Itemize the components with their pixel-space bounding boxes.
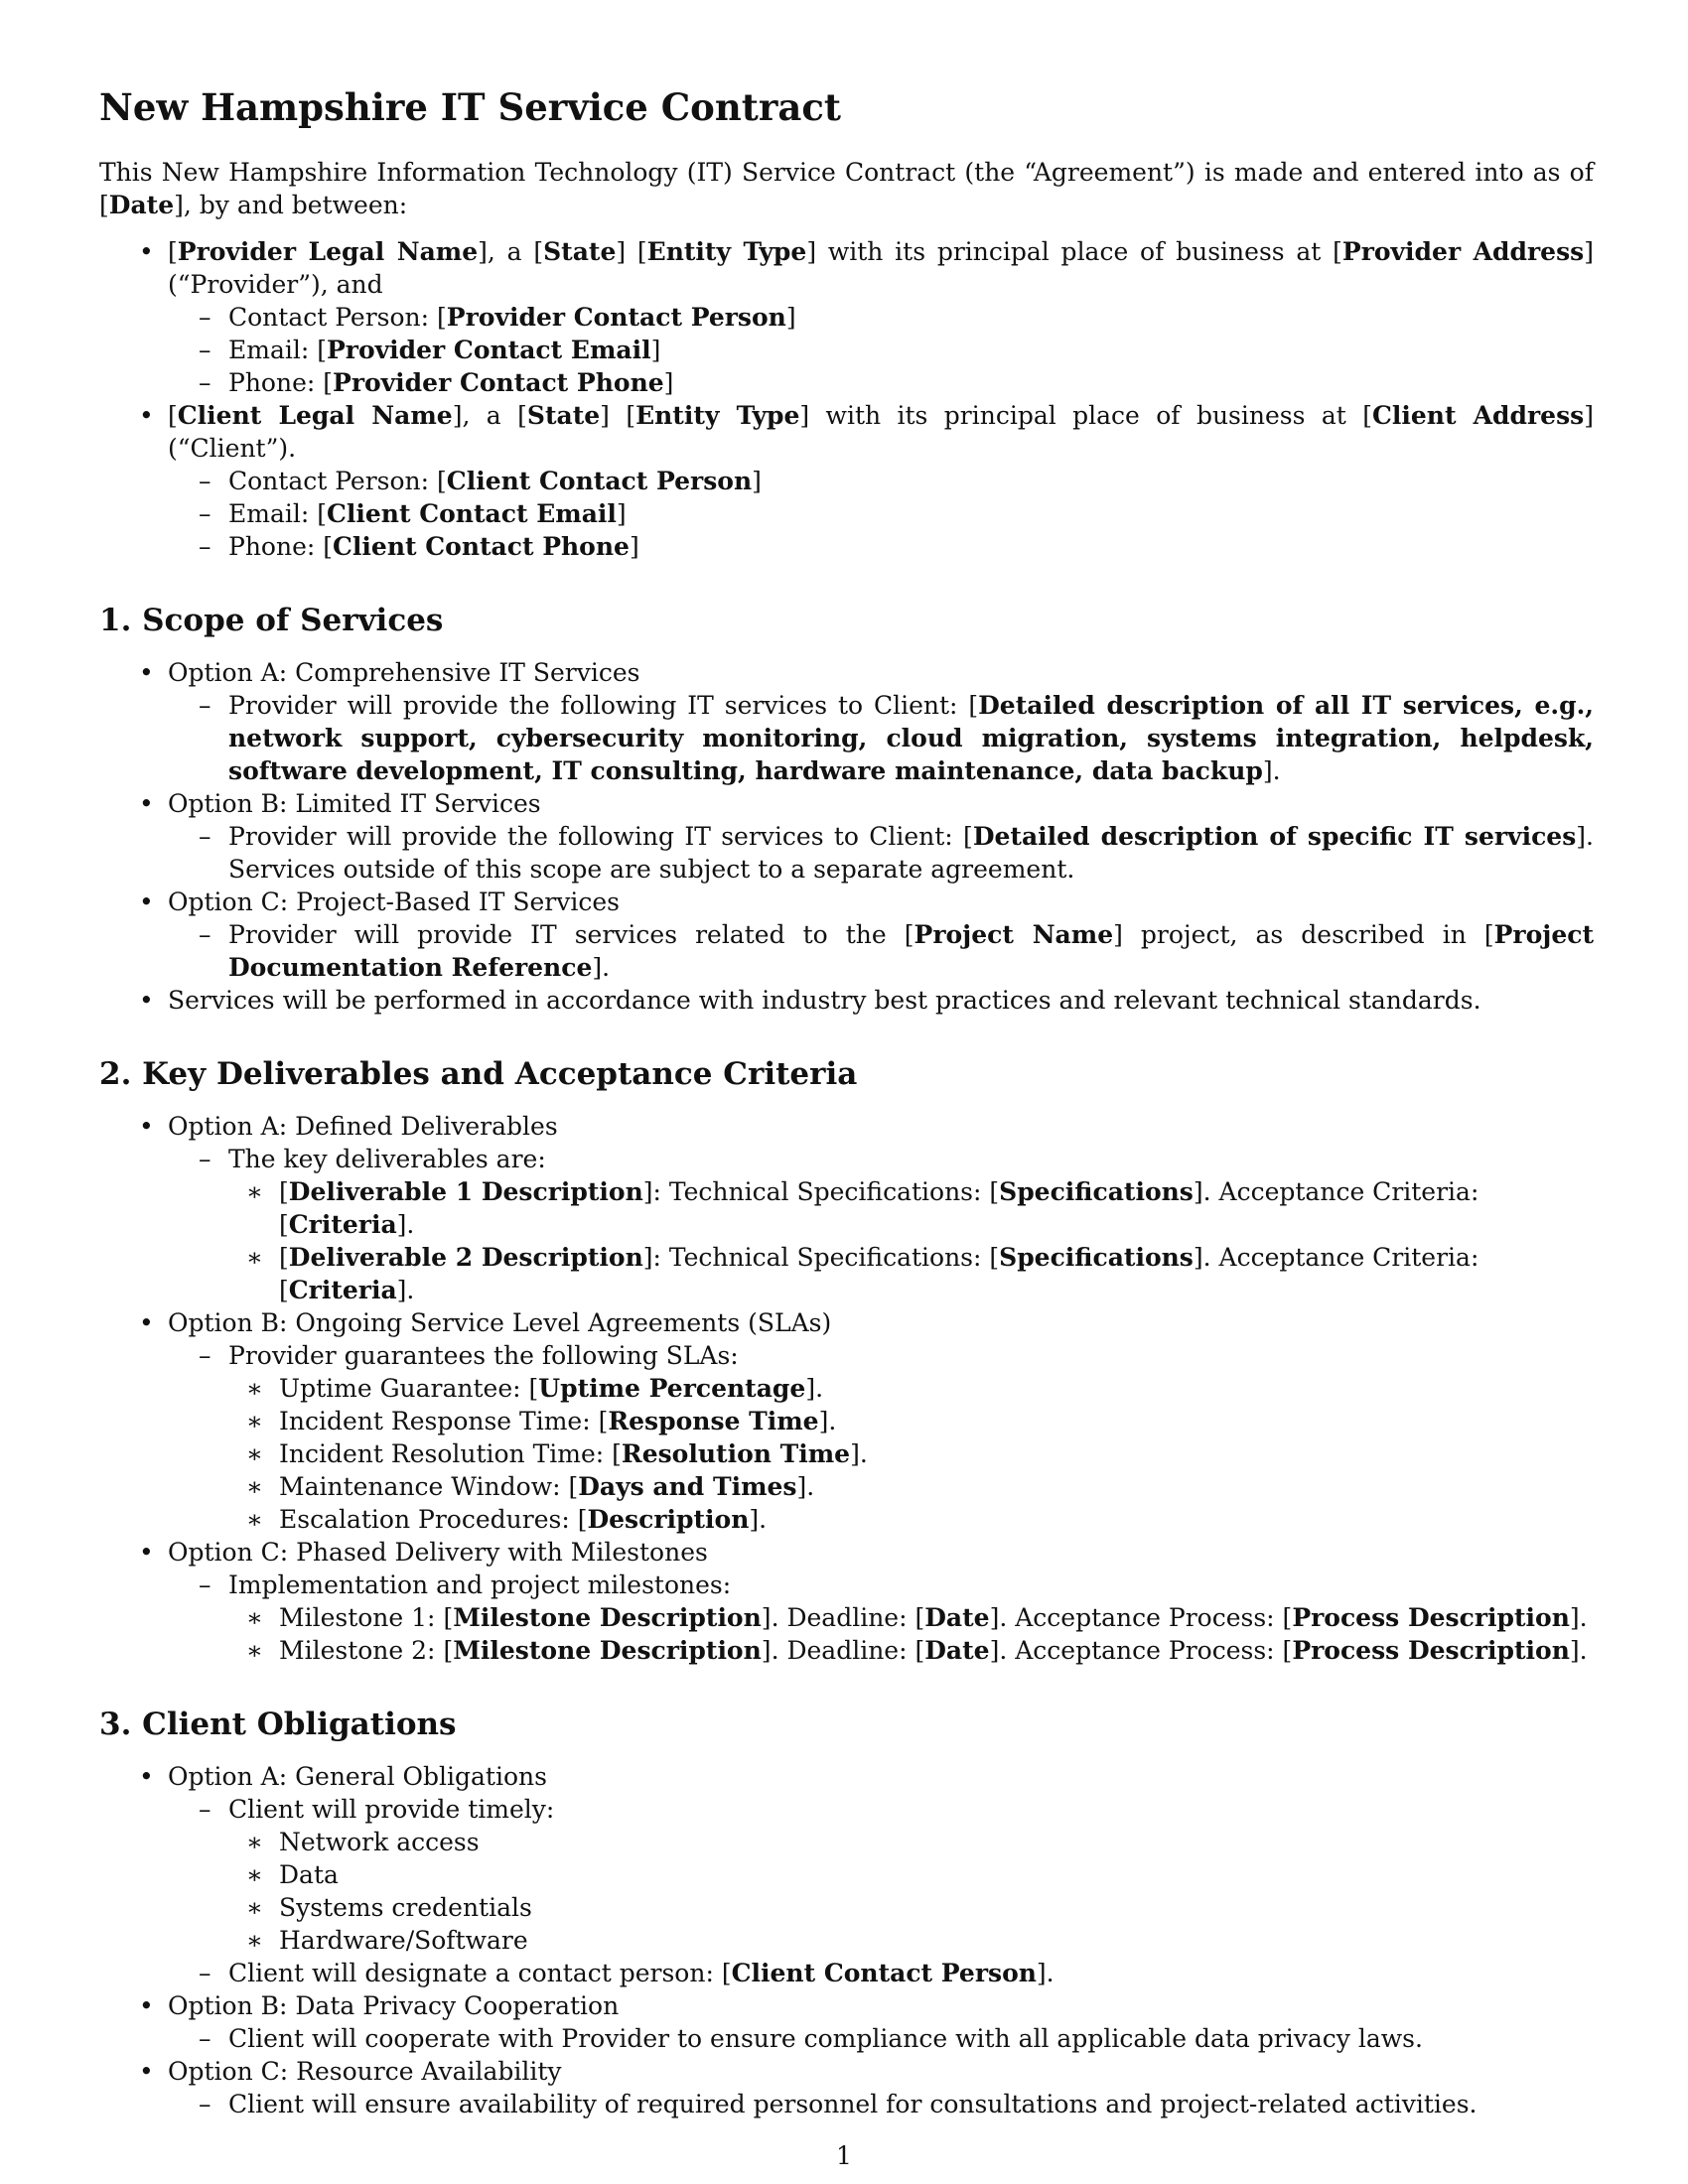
party-client: • [Client Legal Name], a [State] [Entity Type] with its principal place of business at [Client Address] (“Client”). – Contact Person: [Client Contact Person] – Email: [Client Contact Email] – Phone: [Client Contact Phone] [139, 401, 1595, 561]
s2-option-b-intro [168, 1339, 1594, 1536]
sla-item: ∗ Incident Resolution Time: [Resolution Time]. [246, 1439, 868, 1468]
label: . Acceptance Process: [999, 1603, 1283, 1632]
label: Contact Person: [228, 467, 438, 495]
value: Days and Times [578, 1472, 797, 1501]
text: Client will provide timely: [228, 1795, 555, 1824]
bold-text: Project Documentation Reference [228, 920, 1594, 982]
bullet-icon: • [139, 1112, 154, 1141]
asterisk-icon: ∗ [246, 1439, 263, 1468]
client-name: Client Legal Name [177, 401, 453, 430]
text: Implementation and project milestones: [228, 1570, 732, 1599]
s3-option-b [99, 1989, 1594, 2055]
provider-address: Provider Address [1341, 237, 1585, 266]
section-2-heading: 2. Key Deliverables and Acceptance Criteria [99, 1056, 858, 1092]
label: : Technical Specifications: [652, 1243, 990, 1272]
dash-icon: – [199, 691, 211, 720]
option-label: Option A: Comprehensive IT Services [168, 658, 640, 687]
label: Maintenance Window: [279, 1472, 569, 1501]
bold-text: Project Name [914, 920, 1114, 949]
s1-option-a [99, 656, 1594, 787]
client-address: Client Address [1371, 401, 1585, 430]
asterisk-icon: ∗ [246, 1926, 263, 1955]
asterisk-icon: ∗ [246, 1860, 263, 1889]
sla-item: ∗ Maintenance Window: [Days and Times]. [246, 1472, 815, 1501]
dash-icon: – [199, 467, 211, 495]
label: Phone: [228, 368, 324, 397]
dash-icon: – [199, 303, 211, 332]
contract-page [99, 84, 1594, 2120]
asterisk-icon: ∗ [246, 1505, 263, 1534]
text: Hardware/Software [279, 1926, 528, 1955]
intro-tail: , by and between: [183, 191, 408, 219]
section-3-list [99, 1760, 1594, 2120]
text: Systems credentials [279, 1893, 532, 1922]
party-provider: • [Provider Legal Name], a [State] [Entity Type] with its principal place of business at [Provider Address] (“Provider”), and – Contact Person: [Provider Contact Person] – Email: [Provider Contact Email] – Phone: [Provider Contact Phone] [139, 237, 1595, 397]
asterisk-icon: ∗ [246, 1472, 263, 1501]
section-1-list [99, 656, 1594, 1017]
provider-entity: Entity Type [646, 237, 807, 266]
text: Provider will provide IT services related to the [228, 920, 905, 949]
bullet-icon: • [139, 1991, 154, 2020]
option-label: Option A: General Obligations [168, 1762, 547, 1791]
text: Client will ensure availability of required personnel for consultations and project-related activities. [228, 2090, 1477, 2118]
client-role: (“Client”). [168, 434, 297, 463]
section-1-heading: 1. Scope of Services [99, 603, 444, 638]
provider-role: (“Provider”), and [168, 270, 383, 299]
value: Uptime Percentage [538, 1374, 806, 1403]
label: Email: [228, 499, 318, 528]
bullet-icon: • [139, 658, 154, 687]
tail-text: . Services outside of this scope are subject to a separate agreement. [228, 822, 1594, 884]
label: Incident Resolution Time: [279, 1439, 613, 1468]
deliverable-item: ∗ [Deliverable 2 Description]: Technical Specifications: [Specifications]. Acceptance Criteria: [Criteria]. [246, 1243, 1479, 1304]
s3-option-a-intro [168, 1793, 1594, 1957]
label: . Deadline: [771, 1603, 915, 1632]
intro-text: This New Hampshire Information Technology (IT) Service Contract (the “Agreement”) is made and entered into as of [99, 158, 1594, 187]
page-number: 1 [836, 2141, 852, 2170]
label: Milestone 2: [279, 1636, 444, 1665]
value: Resolution Time [621, 1439, 851, 1468]
option-label: Option A: Defined Deliverables [168, 1112, 558, 1141]
text-a: , a [487, 237, 534, 266]
provider-contact: – Contact Person: [Provider Contact Person] [199, 303, 796, 332]
bullet-icon: • [139, 789, 154, 818]
value: Criteria [288, 1276, 397, 1304]
label: : Technical Specifications: [652, 1177, 990, 1206]
text: Provider will provide the following IT services to Client: [228, 691, 969, 720]
s2-option-c [99, 1536, 1594, 1667]
provider-state: State [543, 237, 617, 266]
dash-icon: – [199, 2024, 211, 2053]
option-label: Option C: Project-Based IT Services [168, 887, 620, 916]
label: Milestone 1: [279, 1603, 444, 1632]
dash-icon: – [199, 2090, 211, 2118]
label: . Acceptance Criteria: [1202, 1177, 1479, 1206]
document-title: New Hampshire IT Service Contract [99, 85, 841, 129]
section-2-list [99, 1110, 1594, 1667]
provider-name: Provider Legal Name [177, 237, 479, 266]
s3-option-c-detail [168, 2088, 1594, 2120]
option-label: Option B: Data Privacy Cooperation [168, 1991, 620, 2020]
mid-text: project, as described in [1122, 920, 1484, 949]
asterisk-icon: ∗ [246, 1893, 263, 1922]
value: Provider Contact Phone [333, 368, 664, 397]
client-contact: – Contact Person: [Client Contact Person] [199, 467, 762, 495]
label: . Deadline: [771, 1636, 915, 1665]
bold-text: Detailed description of all IT services, e.g., network support, cybersecurity monitoring, cloud migration, systems integration, helpdesk, software development, IT consulting, hardware maintenance, data backup [228, 691, 1594, 785]
label: Contact Person: [228, 303, 438, 332]
s1-option-c-detail: – Provider will provide IT services related to the [Project Name] project, as described in [Project Documentation Reference]. [199, 920, 1594, 982]
dash-icon: – [199, 1959, 211, 1987]
label: Email: [228, 336, 318, 364]
client-entity: Entity Type [635, 401, 800, 430]
s3-option-c [99, 2055, 1594, 2120]
dash-icon: – [199, 532, 211, 561]
value: Client Contact Email [327, 499, 617, 528]
value: Specifications [999, 1177, 1194, 1206]
provider-phone: – Phone: [Provider Contact Phone] [199, 368, 674, 397]
provider-email: – Email: [Provider Contact Email] [199, 336, 661, 364]
s1-option-c [99, 886, 1594, 984]
bullet-icon: • [139, 1762, 154, 1791]
bullet-icon: • [139, 1308, 154, 1337]
option-label: Option C: Phased Delivery with Milestones [168, 1538, 708, 1567]
text: Client will designate a contact person: [228, 1959, 722, 1987]
option-label: Option B: Limited IT Services [168, 789, 541, 818]
bold-text: Detailed description of specific IT services [972, 822, 1577, 851]
text: Network access [279, 1828, 480, 1856]
sla-item: ∗ Escalation Procedures: [Description]. [246, 1505, 768, 1534]
intro-paragraph: This New Hampshire Information Technology (IT) Service Contract (the “Agreement”) is made and entered into as of [Date], by and between: [99, 158, 1594, 219]
text: The key deliverables are: [228, 1145, 546, 1173]
text: Services will be performed in accordance with industry best practices and relevant technical standards. [168, 986, 1481, 1015]
text: Data [279, 1860, 339, 1889]
milestone-item: ∗ Milestone 1: [Milestone Description]. Deadline: [Date]. Acceptance Process: [Process Description]. [246, 1603, 1588, 1632]
text-principal: with its principal place of business at [816, 237, 1334, 266]
s2-option-c-intro [168, 1569, 1594, 1667]
text-principal: with its principal place of business at [809, 401, 1363, 430]
value: Date [924, 1636, 990, 1665]
value: Criteria [288, 1210, 397, 1239]
dash-icon: – [199, 1795, 211, 1824]
value: Process Description [1292, 1603, 1570, 1632]
label: . Acceptance Criteria: [1202, 1243, 1479, 1272]
s3-option-b-detail [168, 2022, 1594, 2055]
value: Milestone Description [453, 1636, 762, 1665]
dash-icon: – [199, 336, 211, 364]
bullet-icon: • [139, 1538, 154, 1567]
label: Incident Response Time: [279, 1407, 599, 1435]
value: Milestone Description [453, 1603, 762, 1632]
label: Uptime Guarantee: [279, 1374, 529, 1403]
text: Provider guarantees the following SLAs: [228, 1341, 739, 1370]
bullet-icon: • [139, 887, 154, 916]
value: Description [587, 1505, 750, 1534]
deliverable-name: Deliverable 2 Description [288, 1243, 643, 1272]
dash-icon: – [199, 1570, 211, 1599]
deliverable-item: ∗ [Deliverable 1 Description]: Technical Specifications: [Specifications]. Acceptance Criteria: [Criteria]. [246, 1177, 1479, 1239]
value: Specifications [999, 1243, 1194, 1272]
label: Escalation Procedures: [279, 1505, 578, 1534]
bullet-icon: • [139, 2057, 154, 2086]
s1-option-b [99, 787, 1594, 886]
value: Provider Contact Email [327, 336, 651, 364]
asterisk-icon: ∗ [246, 1243, 263, 1272]
value: Client Contact Phone [333, 532, 630, 561]
dash-icon: – [199, 822, 211, 851]
client-email: – Email: [Client Contact Email] [199, 499, 627, 528]
s1-option-b-detail: – Provider will provide the following IT services to Client: [Detailed description of specific IT services]. Services outside of this scope are subject to a separate agreement. [199, 822, 1594, 884]
option-label: Option B: Ongoing Service Level Agreements (SLAs) [168, 1308, 832, 1337]
intro-date: Date [108, 191, 175, 219]
s2-option-a-intro [168, 1143, 1594, 1306]
asterisk-icon: ∗ [246, 1177, 263, 1206]
s2-option-b [99, 1306, 1594, 1536]
s3-designate: – Client will designate a contact person: [Client Contact Person]. [199, 1959, 1055, 1987]
bullet-icon: • [139, 401, 154, 430]
text: Client will cooperate with Provider to ensure compliance with all applicable data privacy laws. [228, 2024, 1423, 2053]
dash-icon: – [199, 368, 211, 397]
label: Phone: [228, 532, 324, 561]
obligation-item [228, 1826, 1594, 1858]
sla-item: ∗ Uptime Guarantee: [Uptime Percentage]. [246, 1374, 824, 1403]
label: . Acceptance Process: [999, 1636, 1283, 1665]
asterisk-icon: ∗ [246, 1374, 263, 1403]
obligation-item [228, 1858, 1594, 1891]
client-state: State [526, 401, 601, 430]
dash-icon: – [199, 1341, 211, 1370]
section-3-heading: 3. Client Obligations [99, 1706, 457, 1742]
s1-general [99, 984, 1594, 1017]
bold-text: Client Contact Person [731, 1959, 1037, 1987]
s3-option-a [99, 1760, 1594, 1989]
asterisk-icon: ∗ [246, 1636, 263, 1665]
asterisk-icon: ∗ [246, 1603, 263, 1632]
asterisk-icon: ∗ [246, 1828, 263, 1856]
s1-option-a-detail: – Provider will provide the following IT services to Client: [Detailed description of all IT services, e.g., network support, cybersecurity monitoring, cloud migration, systems integration, helpdesk, software development, IT consulting, hardware maintenance, data backup]. [199, 691, 1594, 785]
bullet-icon: • [139, 986, 154, 1015]
dash-icon: – [199, 920, 211, 949]
value: Client Contact Person [446, 467, 753, 495]
client-phone: – Phone: [Client Contact Phone] [199, 532, 639, 561]
obligation-item [228, 1891, 1594, 1924]
milestone-item: ∗ Milestone 2: [Milestone Description]. Deadline: [Date]. Acceptance Process: [Process Description]. [246, 1636, 1588, 1665]
text-a: , a [462, 401, 518, 430]
option-label: Option C: Resource Availability [168, 2057, 562, 2086]
s2-option-a [99, 1110, 1594, 1306]
dash-icon: – [199, 499, 211, 528]
obligation-item [228, 1924, 1594, 1957]
deliverable-name: Deliverable 1 Description [288, 1177, 643, 1206]
value: Process Description [1292, 1636, 1570, 1665]
bullet-icon: • [139, 237, 154, 266]
value: Response Time [608, 1407, 819, 1435]
value: Provider Contact Person [446, 303, 786, 332]
value: Date [924, 1603, 990, 1632]
asterisk-icon: ∗ [246, 1407, 263, 1435]
sla-item: ∗ Incident Response Time: [Response Time]. [246, 1407, 837, 1435]
dash-icon: – [199, 1145, 211, 1173]
parties-list [99, 235, 1594, 563]
text: Provider will provide the following IT services to Client: [228, 822, 964, 851]
